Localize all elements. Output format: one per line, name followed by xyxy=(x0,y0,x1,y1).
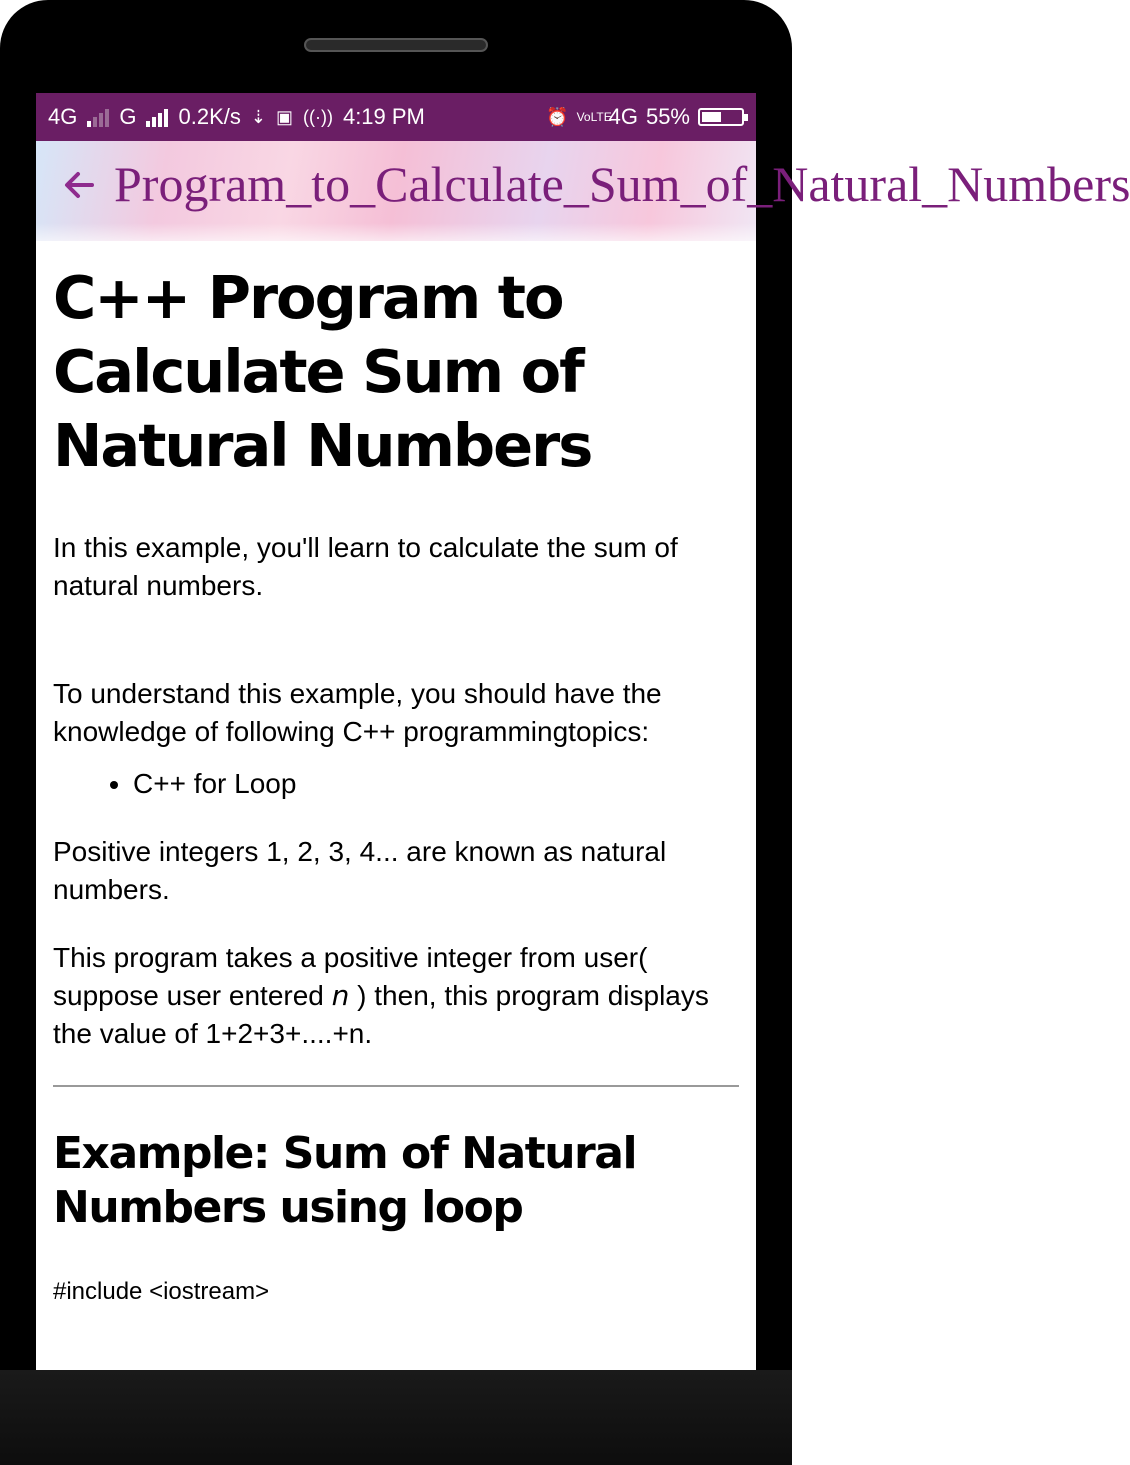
code-line: #include <iostream> xyxy=(53,1278,270,1305)
screen xyxy=(36,93,1130,1373)
network-type-3: 4G xyxy=(608,104,638,129)
description-part-2: ) then, this program displays the value of 1+2+3+....+n. xyxy=(53,980,709,1049)
topic-list xyxy=(53,765,739,803)
variable-n: n xyxy=(331,979,350,1012)
speaker-grille xyxy=(304,38,488,52)
intro-paragraph: In this example, you'll learn to calculate the sum of natural numbers. xyxy=(53,532,678,601)
description-part-1: This program takes a positive integer from user( suppose user entered xyxy=(53,942,648,1011)
app-bar xyxy=(36,141,1130,241)
network-type-1: 4G xyxy=(48,104,78,129)
volte-label: VoLTE xyxy=(576,110,612,124)
battery-fill xyxy=(702,112,721,122)
article-title: C++ Program to Calculate Sum of Natural Numbers xyxy=(53,263,592,480)
app-bar-title: Program_to_Calculate_Sum_of_Natural_Numbers xyxy=(114,156,1130,212)
network-type-2: G xyxy=(119,104,137,129)
hotspot-icon: ((·)) xyxy=(302,106,333,127)
topic-link-for-loop[interactable]: • C++ for Loop xyxy=(133,765,739,803)
usb-icon: ⇣ xyxy=(250,106,266,127)
battery-icon xyxy=(698,108,744,126)
battery-percent: 55% xyxy=(645,104,690,129)
section-divider xyxy=(53,1085,739,1087)
back-arrow-icon[interactable] xyxy=(60,165,100,205)
alarm-icon: ⏰ xyxy=(546,106,569,127)
phone-bottom-bezel xyxy=(0,1370,792,1465)
signal-bars-1-icon xyxy=(87,107,109,127)
example-heading: Example: Sum of Natural Numbers using loop xyxy=(53,1128,637,1233)
usb-debug-icon: ▣ xyxy=(275,106,293,127)
article-content xyxy=(53,241,739,1307)
status-left xyxy=(48,104,425,130)
data-speed: 0.2K/s xyxy=(178,104,241,129)
signal-bars-2-icon xyxy=(146,107,168,127)
clock: 4:19 PM xyxy=(342,104,425,129)
prerequisite-paragraph: To understand this example, you should have the knowledge of following C++ programmingtopics: xyxy=(53,678,662,747)
definition-paragraph: Positive integers 1, 2, 3, 4... are known as natural numbers. xyxy=(53,836,667,905)
status-bar xyxy=(36,93,756,141)
status-right xyxy=(546,104,744,130)
description-paragraph xyxy=(53,939,739,1053)
